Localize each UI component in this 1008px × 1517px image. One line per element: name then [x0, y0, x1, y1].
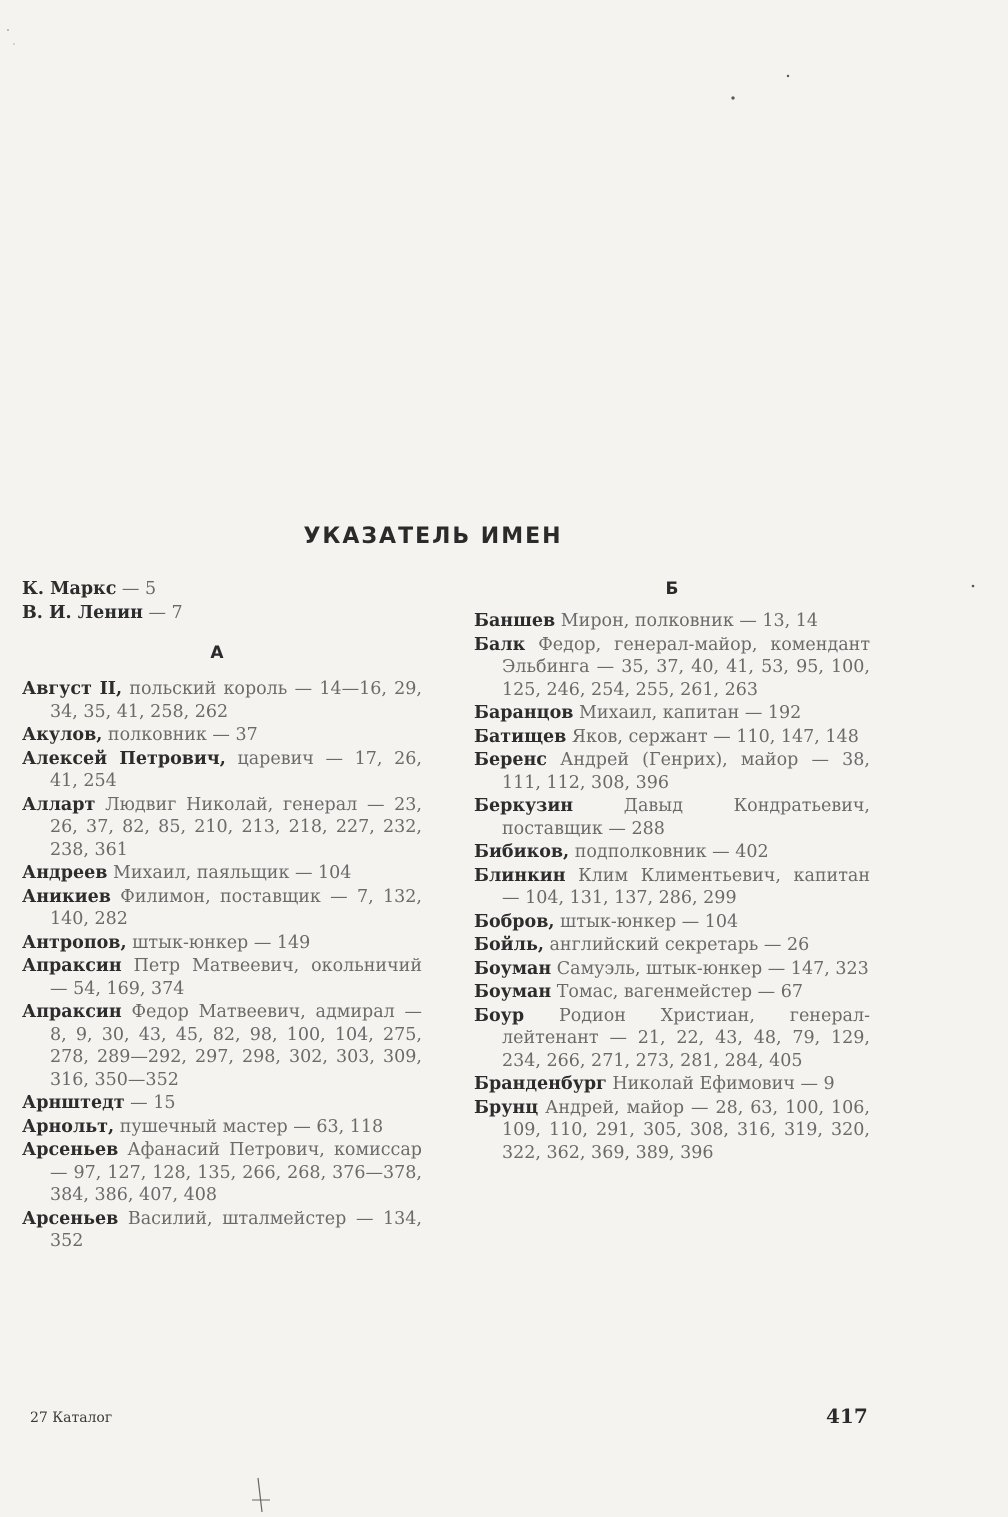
index-entry: Беренс Андрей (Генрих), майор — 38, 111, 112, 308, 396 [474, 750, 870, 793]
index-entry: Брунц Андрей, майор — 28, 63, 100, 106, 109, 110, 291, 305, 308, 316, 319, 320, 322, 362, 369, 389, 396 [474, 1097, 870, 1163]
index-entry: Алларт Людвиг Николай, генерал — 23, 26, 37, 82, 85, 210, 213, 218, 227, 232, 238, 361 [22, 794, 422, 860]
index-entry: Блинкин Клим Климентьевич, капитан — 104, 131, 137, 286, 299 [474, 865, 870, 908]
index-entry: Арнольт, пушечный мастер — 63, 118 [22, 1116, 384, 1137]
index-entry: Баншев Мирон, полковник — 13, 14 [474, 611, 819, 631]
index-entry: Боуман Томас, вагенмейстер — 67 [474, 982, 803, 1002]
index-entry: Аникиев Филимон, поставщик — 7, 132, 140, 282 [22, 886, 422, 929]
index-entry: Апраксин Федор Матвеевич, адмирал — 8, 9, 30, 43, 45, 82, 98, 100, 104, 275, 278, 289—292, 297, 298, 302, 303, 309, 316, 350—352 [22, 1002, 422, 1090]
index-entry: Август II, польский король — 14—16, 29, 34, 35, 41, 258, 262 [22, 679, 422, 722]
section-letter: Б [665, 579, 679, 599]
index-entry: Бранденбург Николай Ефимович — 9 [474, 1074, 835, 1094]
right-column [474, 578, 870, 1165]
index-entry: Бойль, английский секретарь — 26 [474, 935, 810, 955]
index-entry: Балк Федор, генерал-майор, комендант Эльбинга — 35, 37, 40, 41, 53, 95, 100, 125, 246, 254, 255, 261, 263 [474, 634, 870, 700]
index-entry: Алексей Петрович, царевич — 17, 26, 41, 254 [22, 748, 422, 791]
index-entry: Баранцов Михаил, капитан — 192 [474, 703, 802, 723]
page-title: УКАЗАТЕЛЬ ИМЕН [303, 524, 563, 549]
index-entry: Беркузин Давыд Кондратьевич, поставщик — 288 [474, 796, 870, 839]
left-column [22, 578, 422, 1254]
index-entry: Боур Родион Христиан, генерал-лейтенант — 21, 22, 43, 48, 79, 129, 234, 266, 271, 273, 281, 284, 405 [474, 1005, 870, 1071]
index-entry: В. И. Ленин — 7 [22, 602, 183, 623]
index-entry: К. Маркс — 5 [22, 579, 157, 599]
index-entry: Бибиков, подполковник — 402 [474, 842, 769, 862]
page-number: 417 [826, 1404, 868, 1428]
index-entry: Бобров, штык-юнкер — 104 [474, 911, 739, 932]
index-entry: Арсеньев Афанасий Петрович, комиссар — 97, 127, 128, 135, 266, 268, 376—378, 384, 386, 407, 408 [22, 1140, 422, 1205]
index-entry: Андреев Михаил, паяльщик — 104 [22, 863, 352, 883]
index-entry: Батищев Яков, сержант — 110, 147, 148 [474, 726, 859, 747]
section-letter: А [210, 643, 224, 663]
index-entry: Антропов, штык-юнкер — 149 [22, 932, 311, 953]
signature-mark: 27 Каталог [30, 1410, 113, 1426]
index-entry: Боуман Самуэль, штык-юнкер — 147, 323 [474, 958, 869, 979]
index-entry: Акулов, полковник — 37 [22, 725, 258, 745]
index-entry: Апраксин Петр Матвеевич, окольничий — 54, 169, 374 [22, 956, 422, 999]
index-entry: Арсеньев Василий, шталмейстер — 134, 352 [22, 1208, 422, 1251]
index-entry: Арнштедт — 15 [22, 1093, 176, 1113]
